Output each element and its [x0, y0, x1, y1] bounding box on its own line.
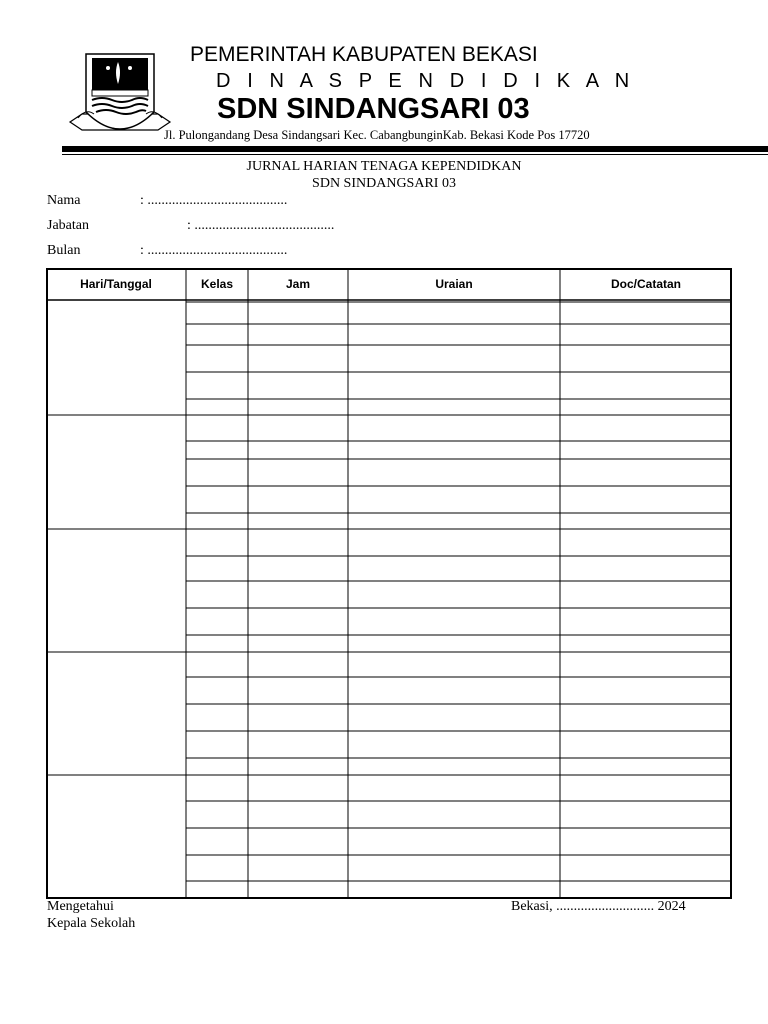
table-frame [47, 269, 731, 898]
footer-acknowledged: Mengetahui [47, 899, 114, 914]
journal-table [46, 268, 732, 899]
table-header-cell: Uraian [435, 277, 473, 291]
field-value-jabatan: : ........................................ [187, 218, 335, 233]
field-value-nama: : ........................................ [140, 193, 288, 208]
table-header-cell: Jam [285, 277, 311, 291]
government-name: PEMERINTAH KABUPATEN BEKASI [190, 43, 538, 66]
document-title-line1: JURNAL HARIAN TENAGA KEPENDIDKAN [246, 159, 522, 174]
school-name: SDN SINDANGSARI 03 [217, 93, 530, 125]
document-title-line2: SDN SINDANGSARI 03 [312, 176, 456, 191]
footer-principal: Kepala Sekolah [47, 916, 136, 931]
field-label-nama: Nama [47, 193, 81, 208]
table-header-cell: Doc/Catatan [610, 277, 682, 291]
field-label-jabatan: Jabatan [47, 218, 89, 233]
document-title [0, 158, 768, 192]
header-divider-thin [62, 154, 768, 155]
table-header-cell: Kelas [200, 277, 234, 291]
school-address: Jl. Pulongandang Desa Sindangsari Kec. CabangbunginKab. Bekasi Kode Pos 17720 [164, 128, 590, 142]
field-label-bulan: Bulan [47, 243, 81, 258]
department-name: D I N A S P E N D I D I K A N [216, 70, 635, 92]
header-divider-thick [62, 146, 768, 152]
footer-place-date: Bekasi, ............................ 2024 [511, 899, 686, 914]
table-header-cell: Hari/Tanggal [80, 277, 152, 291]
field-value-bulan: : ........................................ [140, 243, 288, 258]
regency-emblem-icon [68, 48, 172, 146]
